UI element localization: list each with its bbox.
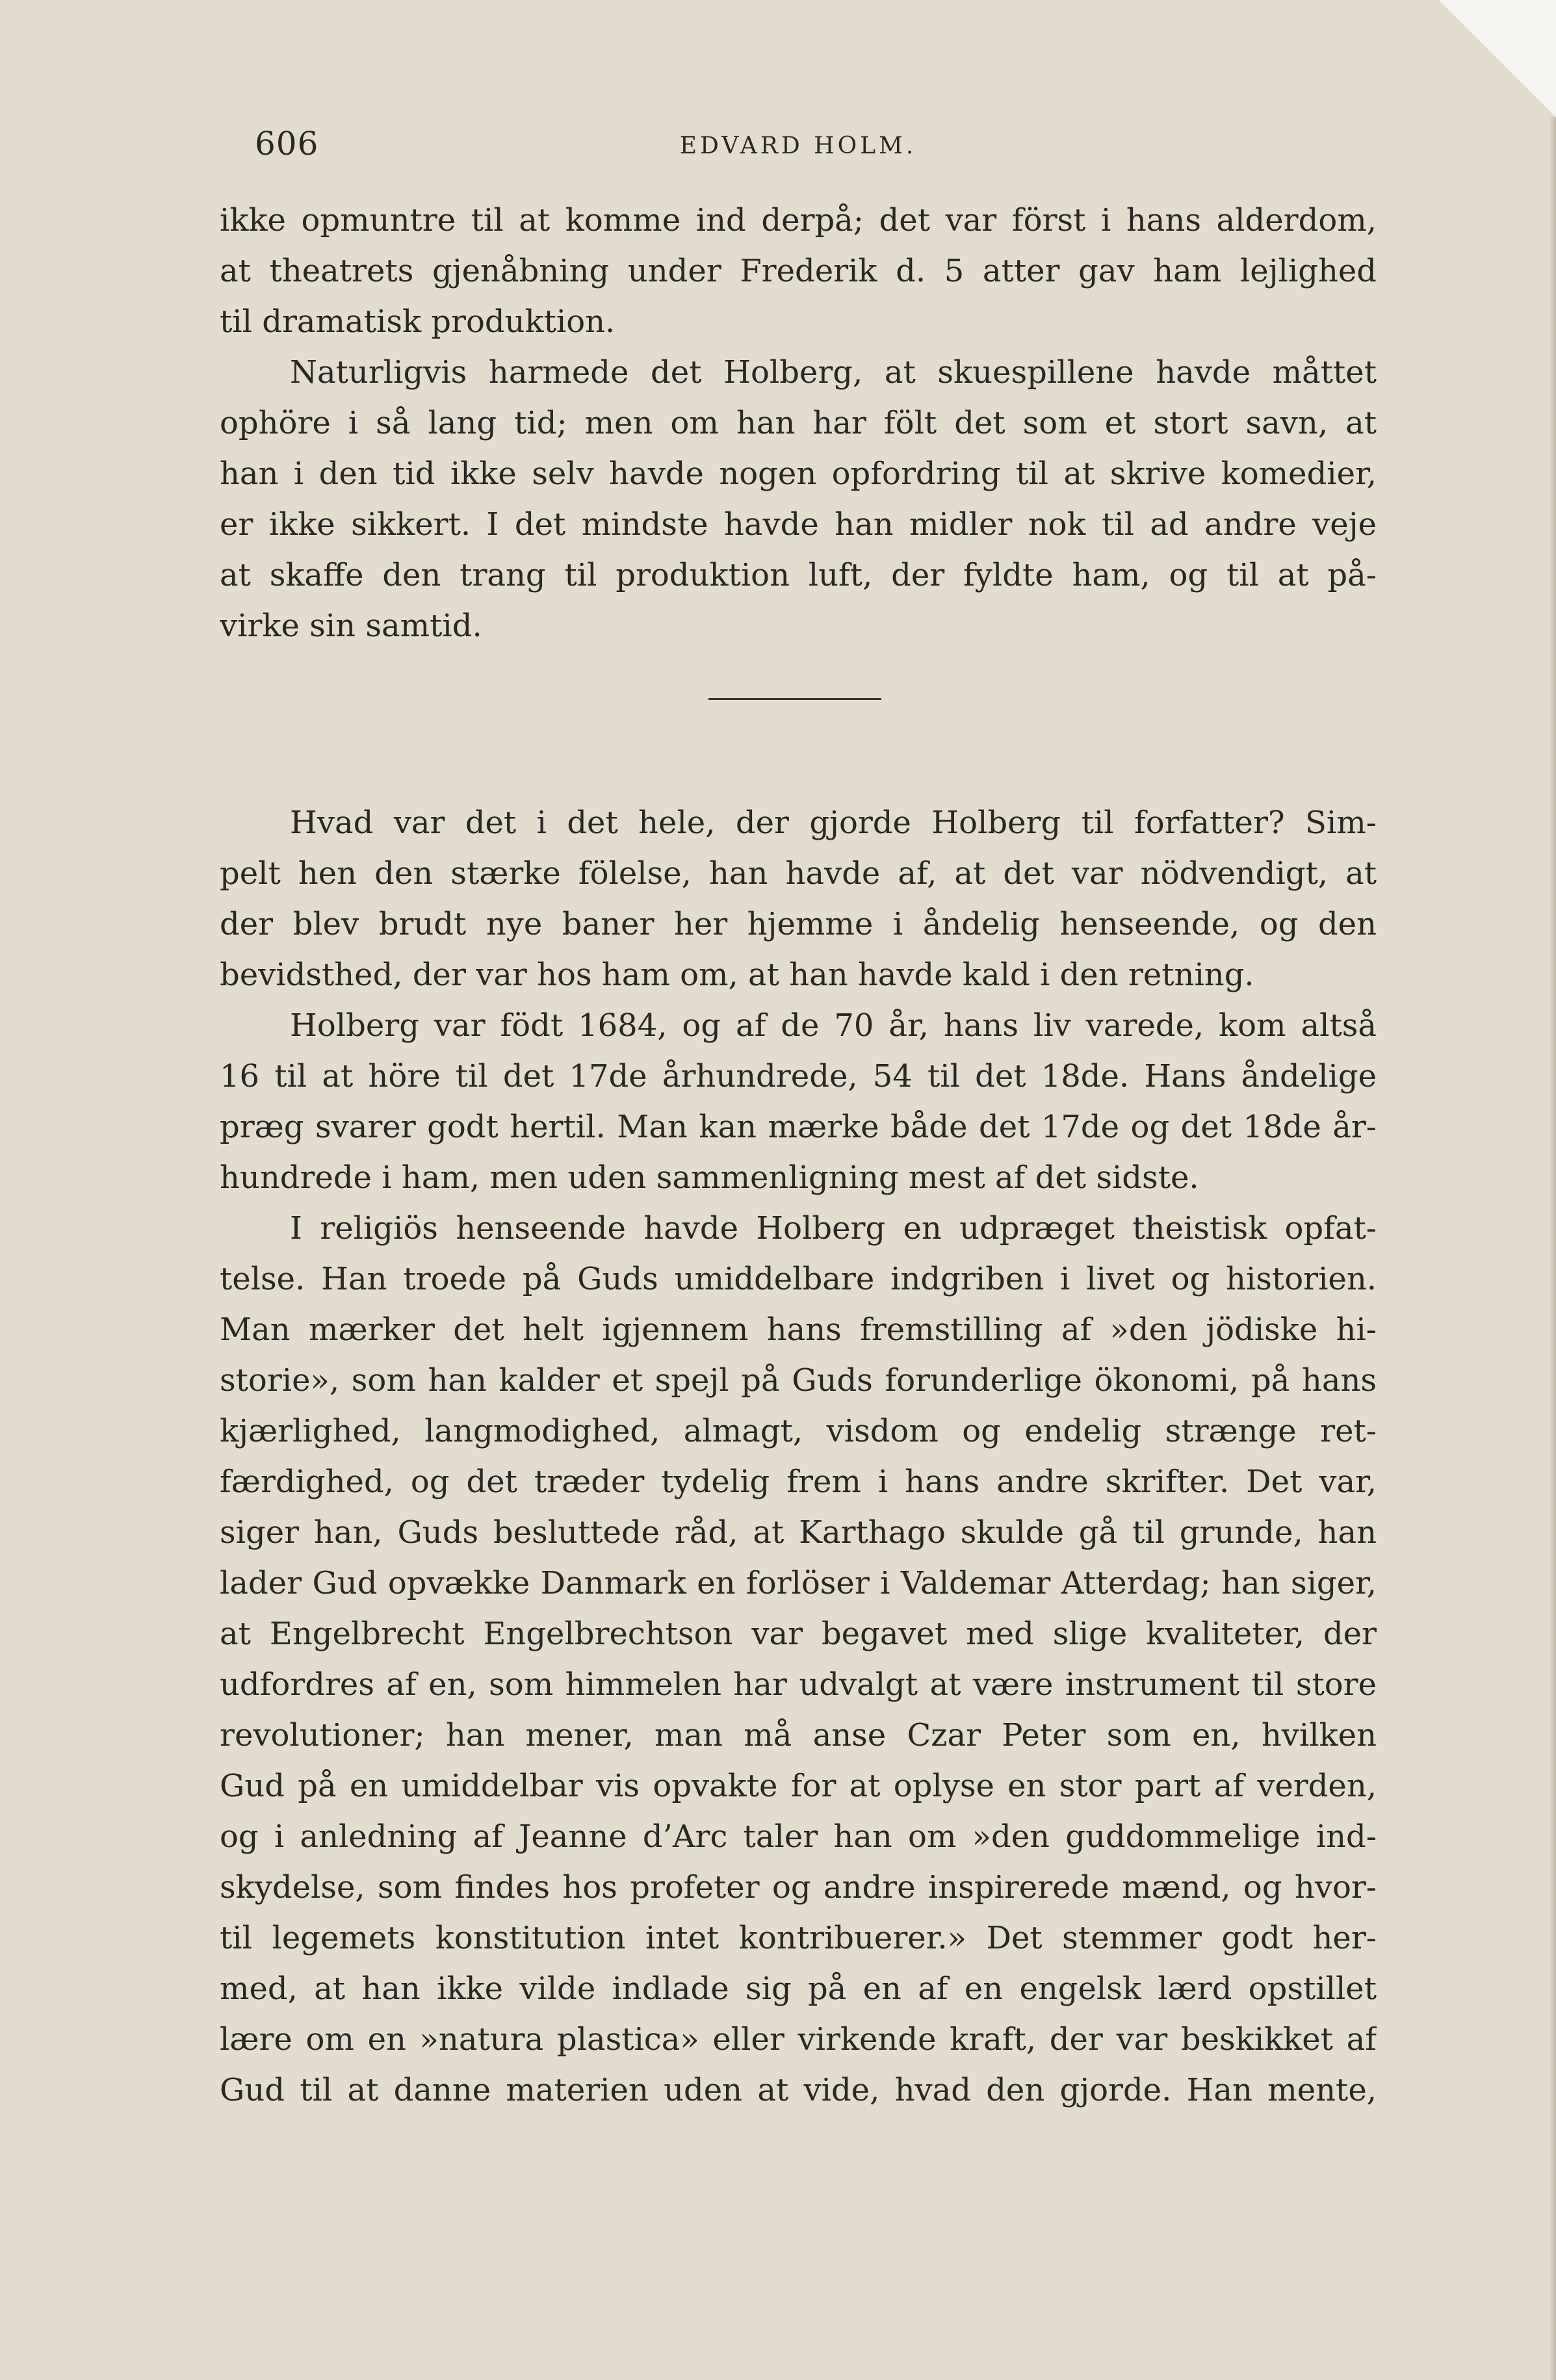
text-line: hundrede i ham, men uden sammenligning mest af det sidste.	[220, 1159, 1199, 1196]
text-line: og i anledning af Jeanne d’Arc taler han om »den guddommelige ind-	[220, 1818, 1377, 1855]
text-line: Gud til at danne materien uden at vide, hvad den gjorde. Han mente,	[220, 2072, 1377, 2108]
text-line: 16 til at höre til det 17de århundrede, 54 til det 18de. Hans åndelige	[220, 1058, 1377, 1094]
text-line: I religiös henseende havde Holberg en udpræget theistisk opfat-	[290, 1210, 1377, 1247]
text-line: pelt hen den stærke fölelse, han havde af, at det var nödvendigt, at	[220, 855, 1377, 892]
text-line: siger han, Guds besluttede råd, at Karthago skulde gå til grunde, han	[220, 1514, 1377, 1551]
text-line: præg svarer godt hertil. Man kan mærke både det 17de og det 18de år-	[220, 1109, 1377, 1145]
text-line: han i den tid ikke selv havde nogen opfordring til at skrive komedier,	[220, 456, 1377, 492]
text-line: ophöre i så lang tid; men om han har fölt det som et stort savn, at	[220, 405, 1377, 441]
text-line: færdighed, og det træder tydelig frem i hans andre skrifter. Det var,	[220, 1464, 1377, 1500]
text-line: Hvad var det i det hele, der gjorde Holberg til forfatter? Sim-	[290, 805, 1377, 841]
text-line: storie», som han kalder et spejl på Guds forunderlige ökonomi, på hans	[220, 1362, 1377, 1399]
text-line: udfordres af en, som himmelen har udvalgt at være instrument til store	[220, 1666, 1377, 1703]
text-line: revolutioner; han mener, man må anse Czar Peter som en, hvilken	[220, 1717, 1377, 1753]
section-divider	[708, 698, 881, 700]
text-line: virke sin samtid.	[220, 608, 482, 644]
text-line: ikke opmuntre til at komme ind derpå; det var först i hans alderdom,	[220, 202, 1377, 239]
text-line: lære om en »natura plastica» eller virkende kraft, der var beskikket af	[220, 2021, 1377, 2058]
text-line: telse. Han troede på Guds umiddelbare indgriben i livet og historien.	[220, 1261, 1377, 1297]
text-line: at theatrets gjenåbning under Frederik d. 5 atter gav ham lejlighed	[220, 253, 1377, 289]
text-section-2	[220, 797, 1377, 2115]
text-line: Man mærker det helt igjennem hans fremstilling af »den jödiske hi-	[220, 1312, 1377, 1348]
page-number: 606	[255, 125, 319, 162]
text-line: kjærlighed, langmodighed, almagt, visdom og endelig strænge ret-	[220, 1413, 1377, 1449]
text-line: bevidsthed, der var hos ham om, at han havde kald i den retning.	[220, 957, 1254, 993]
running-head: EDVARD HOLM.	[679, 133, 917, 159]
text-line: lader Gud opvække Danmark en forlöser i Valdemar Atterdag; han siger,	[220, 1565, 1377, 1601]
text-line: der blev brudt nye baner her hjemme i åndelig henseende, og den	[220, 906, 1377, 942]
text-line: er ikke sikkert. I det mindste havde han midler nok til ad andre veje	[220, 506, 1377, 543]
text-line: Holberg var födt 1684, og af de 70 år, hans liv varede, kom altså	[290, 1007, 1377, 1044]
text-line: at Engelbrecht Engelbrechtson var begavet med slige kvaliteter, der	[220, 1616, 1377, 1652]
text-line: til legemets konstitution intet kontribuerer.» Det stemmer godt her-	[220, 1920, 1377, 1956]
text-line: at skaffe den trang til produktion luft, der fyldte ham, og til at på-	[220, 557, 1377, 593]
page-header	[220, 125, 1377, 177]
text-line: med, at han ikke vilde indlade sig på en af en engelsk lærd opstillet	[220, 1971, 1377, 2007]
page-edge-shadow	[1550, 117, 1556, 2380]
page-corner-fold	[1439, 0, 1556, 117]
text-section-1	[220, 195, 1377, 651]
text-line: skydelse, som findes hos profeter og andre inspirerede mænd, og hvor-	[220, 1869, 1377, 1906]
text-line: Gud på en umiddelbar vis opvakte for at oplyse en stor part af verden,	[220, 1768, 1377, 1804]
text-line: til dramatisk produktion.	[220, 304, 616, 340]
text-line: Naturligvis harmede det Holberg, at skuespillene havde måttet	[290, 354, 1377, 391]
